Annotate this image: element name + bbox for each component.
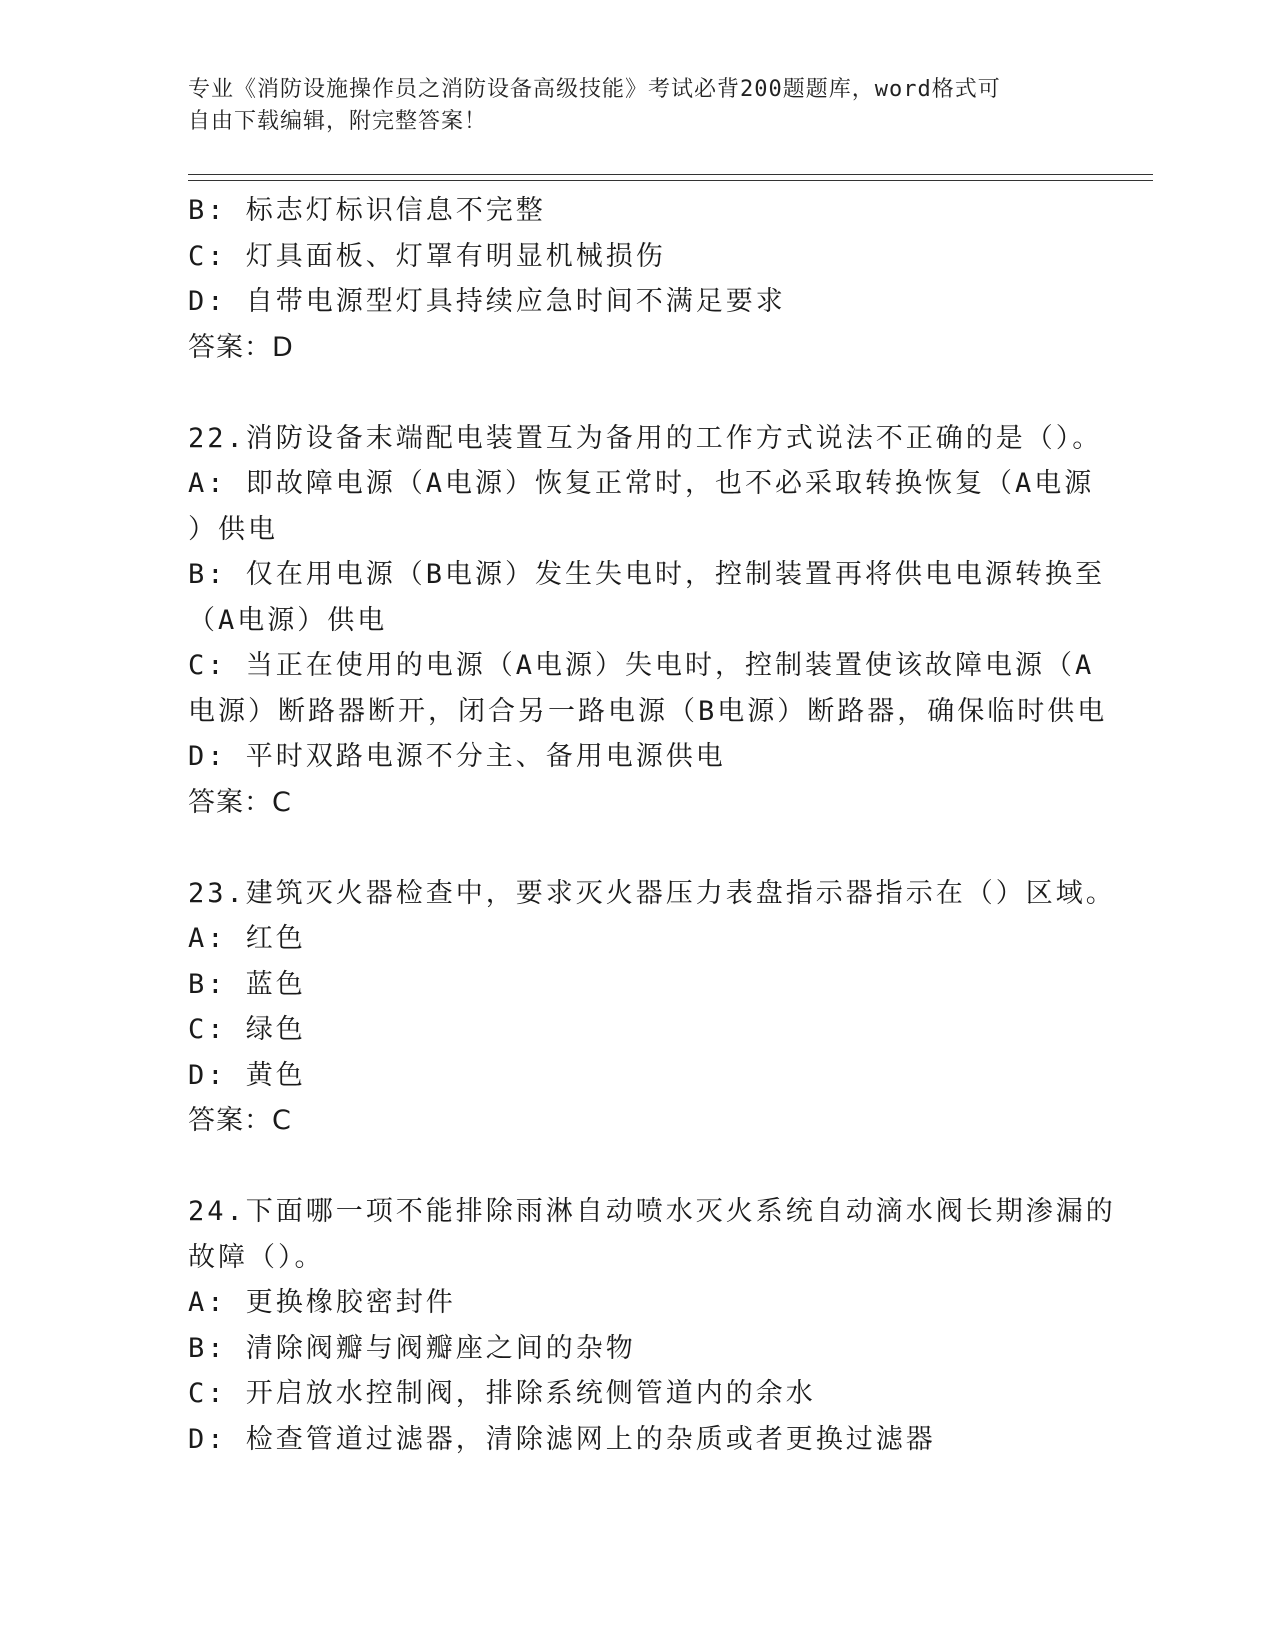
q22-answer: 答案：C <box>188 786 292 818</box>
question-24-block <box>188 1189 1116 1462</box>
spacer <box>188 370 1088 416</box>
q22-option-d: D: 平时双路电源不分主、备用电源供电 <box>188 741 726 772</box>
q21-answer: 答案：D <box>188 331 294 363</box>
q24-option-a: A: 更换橡胶密封件 <box>188 1287 456 1318</box>
question-21-block <box>188 188 1088 370</box>
q22-stem: 22.消防设备末端配电装置互为备用的工作方式说法不正确的是（）。 <box>188 422 1103 454</box>
header-line-2: 自由下载编辑，附完整答案！ <box>188 109 488 134</box>
q22-option-b-line1: B: 仅在用电源（B电源）发生失电时，控制装置再将供电电源转换至 <box>188 559 1106 590</box>
q21-option-d: D: 自带电源型灯具持续应急时间不满足要求 <box>188 286 786 317</box>
q23-option-d: D: 黄色 <box>188 1059 306 1091</box>
question-22-block <box>188 416 1108 826</box>
q24-stem-line1: 24.下面哪一项不能排除雨淋自动喷水灭火系统自动滴水阀长期渗漏的 <box>188 1196 1116 1227</box>
document-header <box>188 74 1068 138</box>
q24-option-b: B: 清除阀瓣与阀瓣座之间的杂物 <box>188 1332 636 1364</box>
spacer <box>188 825 1088 871</box>
q22-option-c-line1: C: 当正在使用的电源（A电源）失电时，控制装置使该故障电源（A <box>188 650 1095 681</box>
q21-option-b: B: 标志灯标识信息不完整 <box>188 195 546 226</box>
q24-option-d: D: 检查管道过滤器，清除滤网上的杂质或者更换过滤器 <box>188 1423 936 1455</box>
q21-option-c: C: 灯具面板、灯罩有明显机械损伤 <box>188 240 666 272</box>
spacer <box>188 1144 1088 1190</box>
q22-option-c-line2: 电源）断路器断开，闭合另一路电源（B电源）断路器，确保临时供电 <box>188 695 1108 727</box>
q23-answer: 答案：C <box>188 1105 292 1136</box>
q23-option-a: A: 红色 <box>188 923 306 954</box>
header-line-1: 专业《消防设施操作员之消防设备高级技能》考试必背200题题库，word格式可 <box>188 77 1001 102</box>
q22-option-a-line1: A: 即故障电源（A电源）恢复正常时，也不必采取转换恢复（A电源 <box>188 468 1095 499</box>
q24-option-c: C: 开启放水控制阀，排除系统侧管道内的余水 <box>188 1378 816 1409</box>
q23-option-b: B: 蓝色 <box>188 968 306 1000</box>
header-divider-top <box>188 174 1153 175</box>
q23-stem: 23.建筑灭火器检查中，要求灭火器压力表盘指示器指示在（）区域。 <box>188 877 1116 909</box>
q24-stem-line2: 故障（）。 <box>188 1241 325 1273</box>
q23-option-c: C: 绿色 <box>188 1014 306 1045</box>
question-23-block <box>188 871 1116 1144</box>
q22-option-a-line2: ）供电 <box>188 513 278 545</box>
q22-option-b-line2: （A电源）供电 <box>188 604 388 636</box>
header-divider-bottom <box>188 180 1153 181</box>
question-content <box>188 188 1116 1462</box>
